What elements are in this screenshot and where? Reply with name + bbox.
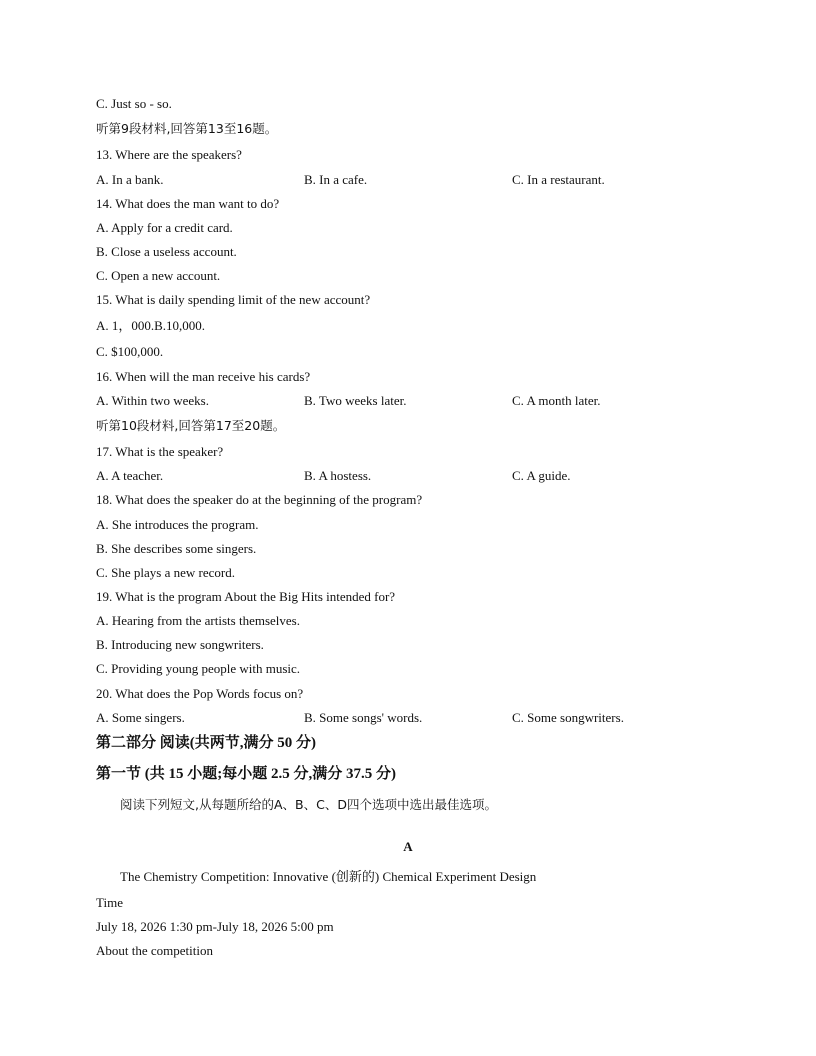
option-a: A. She introduces the program.	[96, 517, 259, 532]
option-c: C. Providing young people with music.	[96, 661, 301, 676]
option-b: B. A hostess.	[304, 468, 372, 483]
option-c: C. Some songwriters.	[512, 710, 624, 725]
question-14: 14. What does the man want to do?	[96, 196, 280, 211]
option-c: C. A guide.	[512, 468, 571, 483]
question-15: 15. What is daily spending limit of the new account?	[96, 292, 371, 307]
reading-instruction: 阅读下列短文,从每题所给的A、B、C、D四个选项中选出最佳选项。	[120, 797, 497, 812]
option-a: A. Within two weeks.	[96, 393, 209, 408]
option-c: C. In a restaurant.	[512, 172, 605, 187]
section-heading: 第一节 (共 15 小题;每小题 2.5 分,满分 37.5 分)	[96, 766, 396, 782]
option-b: B. Some songs' words.	[304, 710, 423, 725]
passage-title: The Chemistry Competition: Innovative (创新的) Chemical Experiment Design	[120, 869, 537, 884]
question-19: 19. What is the program About the Big Hits intended for?	[96, 589, 396, 604]
passage-label: A	[403, 839, 413, 854]
option-a: A. In a bank.	[96, 172, 164, 187]
time-label: Time	[96, 895, 123, 910]
option-a: A. Hearing from the artists themselves.	[96, 613, 300, 628]
option-b: B. Introducing new songwriters.	[96, 637, 264, 652]
option-b: B. Two weeks later.	[304, 393, 407, 408]
question-18: 18. What does the speaker do at the beginning of the program?	[96, 492, 423, 507]
option-a: A. Apply for a credit card.	[96, 220, 233, 235]
option-line: C. Just so - so.	[96, 96, 172, 111]
option-b: B. In a cafe.	[304, 172, 368, 187]
option-b: B. Close a useless account.	[96, 244, 237, 259]
part-heading: 第二部分 阅读(共两节,满分 50 分)	[96, 735, 316, 751]
option-a: A. A teacher.	[96, 468, 164, 483]
question-16: 16. When will the man receive his cards?	[96, 369, 311, 384]
section-instruction: 听第9段材料,回答第13至16题。	[96, 121, 278, 136]
question-13: 13. Where are the speakers?	[96, 147, 242, 162]
question-20: 20. What does the Pop Words focus on?	[96, 686, 304, 701]
time-value: July 18, 2026 1:30 pm-July 18, 2026 5:00 pm	[96, 919, 334, 934]
option-c: C. She plays a new record.	[96, 565, 235, 580]
section-instruction: 听第10段材料,回答第17至20题。	[96, 418, 286, 433]
option-c: C. $100,000.	[96, 344, 164, 359]
option-ab: A. 1，000.B.10,000.	[96, 318, 206, 333]
option-b: B. She describes some singers.	[96, 541, 257, 556]
option-c: C. Open a new account.	[96, 268, 221, 283]
question-17: 17. What is the speaker?	[96, 444, 224, 459]
option-a: A. Some singers.	[96, 710, 185, 725]
option-c: C. A month later.	[512, 393, 601, 408]
about-heading: About the competition	[96, 943, 213, 958]
